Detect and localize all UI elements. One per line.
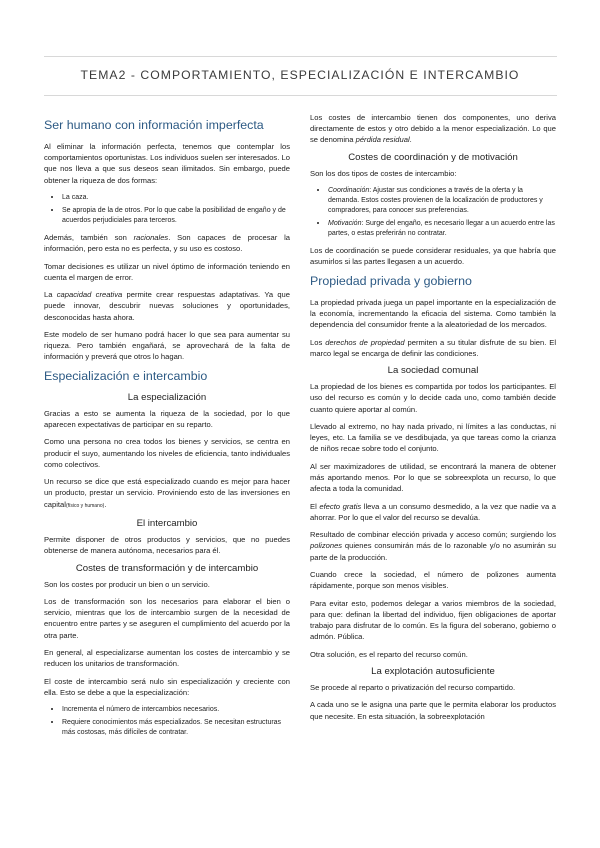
- paragraph: La propiedad privada juega un papel importante en la especialización de la economía, incrementando la eficacia del sistema. Como también la dependencia del consumidor frente a la aleatoriedad de los mercados.: [310, 297, 556, 330]
- text-run: . Son capaces de procesar la información, pero esta no es perfecta, y su uso es costoso.: [44, 233, 290, 254]
- text-run: permiten a su titular disfrute de su bien. El marco legal se encarga de definir las condiciones.: [310, 337, 557, 358]
- paragraph: Para evitar esto, podemos delegar a varios miembros de la sociedad, para que: definan la libertad del individuo, fijen obligaciones de aportar trabajo para disfrutar de lo común. Es la figura del soberano, gobierno o admón. Pública.: [310, 598, 556, 642]
- paragraph: Se procede al reparto o privatización del recurso compartido.: [310, 682, 516, 692]
- emphasis-text: efecto gratis: [319, 501, 362, 511]
- paragraph: Permite disponer de otros productos y servicios, que no puedes obtenerse de manera autónoma, necesarios para él.: [44, 534, 290, 556]
- subsection-heading: Costes de coordinación y de motivación: [348, 151, 518, 163]
- paragraph: Este modelo de ser humano podrá hacer lo que sea para aumentar su riqueza. Pero también engañará, se aprovechará de la falta de información y preverá que otros lo hagan.: [44, 329, 290, 362]
- paragraph: Los de transformación son los necesarios para elaborar el bien o servicio, mientras que los de intercambio surgen de la necesidad de encuentro entre partes y se aseguren el cumplimiento del acuerdo por la otra parte.: [44, 596, 290, 640]
- paragraph: Al eliminar la información perfecta, tenemos que contemplar los comportamientos oportunistas. Los individuos suelen ser interesados. Lo que nos lleva a que sus deseos sean ilimitados. Sin embargo, puede obtener la riqueza de dos formas:: [44, 142, 290, 185]
- emphasis-text: racionales: [133, 233, 169, 242]
- emphasis-text: pérdida residual: [355, 135, 410, 145]
- list-item: [328, 185, 556, 216]
- section-heading: Propiedad privada y gobierno: [310, 273, 472, 288]
- subsection-heading: Costes de transformación y de intercambio: [75, 562, 259, 574]
- header-bottom-rule: [44, 95, 557, 96]
- text-run: .: [104, 499, 107, 509]
- paragraph: La propiedad de los bienes es compartida por todos los participantes. El uso del recurso es común y lo decide cada uno, como también decide cuanto quiere aportar al común.: [310, 382, 556, 414]
- paragraph: Cuando crece la sociedad, el número de polizones aumenta rápidamente, porque son menos visibles.: [310, 569, 556, 591]
- subsection-heading: La sociedad comunal: [387, 365, 479, 377]
- text-run: El: [310, 501, 320, 511]
- header-top-rule: [44, 56, 557, 57]
- left-column: [44, 112, 290, 744]
- emphasis-text: polizones: [310, 541, 343, 551]
- paragraph: [310, 112, 556, 146]
- subsection-heading: La explotación autosuficiente: [371, 665, 495, 677]
- paragraph: [310, 337, 556, 359]
- paragraph: Otra solución, es el reparto del recurso común.: [310, 649, 468, 659]
- subsection-heading: La especialización: [127, 391, 207, 403]
- paragraph: Llevado al extremo, no hay nada privado, ni límites a las conductas, ni leyes, etc. La familia se ve desdibujada, ya que tareas como la crianza de niños recae sobre todo el conjunto.: [310, 421, 556, 454]
- paragraph: Tomar decisiones es utilizar un nivel óptimo de información teniendo en cuenta el margen de error.: [44, 261, 290, 282]
- paragraph: Son los costes por producir un bien o un servicio.: [44, 579, 210, 589]
- text-run: : Surge del engaño, es necesario llegar a un acuerdo entre las partes, o estas preferirán no contratar.: [328, 220, 555, 238]
- text-run: quienes consumirán más de lo razonable y/o no asumirán su parte de la producción.: [310, 541, 556, 562]
- paragraph: Al ser maximizadores de utilidad, se encontrará la manera de obtener más aportando menos. Por lo que se sobreexplota un recurso, lo que afecta a toda la comunidad.: [310, 461, 556, 494]
- subsection-heading: El intercambio: [136, 517, 198, 529]
- list-item: • Requiere conocimientos más especializados. Se necesitan estructuras más costosas, más difíciles de contratar.: [62, 717, 290, 738]
- list-item: [328, 218, 556, 239]
- text-run: lleva a un consumo desmedido, a la vez que nadie va a ahorrar. Por lo que el valor del recurso se devalúa.: [310, 501, 556, 522]
- text-run: Resultado de combinar elección privada y acceso común; surgiendo los: [310, 530, 556, 540]
- bullet-list: [44, 704, 290, 738]
- paragraph: [310, 501, 556, 523]
- text-run: Los: [310, 337, 326, 347]
- bullet-list: [44, 192, 290, 226]
- paragraph: En general, al especializarse aumentan los costes de intercambio y se reducen los unitarios de transformación.: [44, 647, 290, 669]
- list-item: • Se apropia de la de otros. Por lo que cabe la posibilidad de engaño y de acuerdos perjudiciales para terceros.: [62, 205, 290, 226]
- paragraph: El coste de intercambio será nulo sin especialización y creciente con ella. Esto se debe a que la especialización:: [44, 676, 290, 697]
- section-heading: Ser humano con información imperfecta: [44, 118, 264, 132]
- paragraph: A cada uno se le asigna una parte que le permita elaborar los productos que necesite. En esta situación, la sobreexplotación: [310, 700, 556, 721]
- paragraph: [44, 476, 290, 512]
- paragraph: Como una persona no crea todos los bienes y servicios, se centra en producir el suyo, aumentando los niveles de eficiencia, tanto individuales como colectivos.: [44, 437, 290, 469]
- bullet-list: [310, 185, 556, 239]
- text-run: La: [44, 290, 57, 300]
- text-run: : Ajustar sus condiciones a través de la oferta y la demanda. Estos costes provienen de la localización de productores y compradores, para conocer sus preferencias.: [328, 187, 543, 215]
- paragraph: [44, 289, 290, 323]
- emphasis-text: derechos de propiedad: [325, 337, 405, 347]
- emphasis-text: Coordinación: [328, 187, 370, 195]
- paragraph: [44, 232, 290, 254]
- paragraph: Gracias a esto se aumenta la riqueza de la sociedad, por lo que aparecen expectativas de participar en su reparto.: [44, 408, 290, 429]
- list-item: • Incrementa el número de intercambios necesarios.: [62, 704, 290, 715]
- section-heading: Especialización e intercambio: [44, 368, 208, 383]
- emphasis-text: Motivación: [328, 220, 362, 228]
- document-title: TEMA2 - COMPORTAMIENTO, ESPECIALIZACIÓN E INTERCAMBIO: [80, 68, 520, 82]
- text-run: permite crear respuestas adaptativas. Ya que puede innovar, descubrir nuevas soluciones y oportunidades, desconocidas hasta ahora.: [44, 290, 291, 322]
- paragraph: [310, 529, 556, 563]
- right-column: [310, 112, 556, 728]
- paragraph: Los de coordinación se puede considerar residuales, ya que habría que asumirlos si las partes llegasen a un acuerdo.: [310, 246, 556, 267]
- list-item: • La caza.: [62, 192, 290, 203]
- small-note: (físico y humano): [65, 502, 105, 509]
- text-run: Un recurso se dice que está especializado cuando es mejor para hacer un producto, prestar un servicio. Proviniendo esto de las inversiones en capital: [44, 477, 290, 509]
- emphasis-text: capacidad creativa: [56, 290, 123, 300]
- paragraph: Son los dos tipos de costes de intercambio:: [310, 168, 457, 178]
- text-run: .: [409, 135, 412, 145]
- text-run: Los costes de intercambio tienen dos componentes, uno deriva directamente de estos y otro debido a la menor especialización. Lo que se denomina: [310, 113, 556, 145]
- text-run: Además, también son: [44, 233, 134, 242]
